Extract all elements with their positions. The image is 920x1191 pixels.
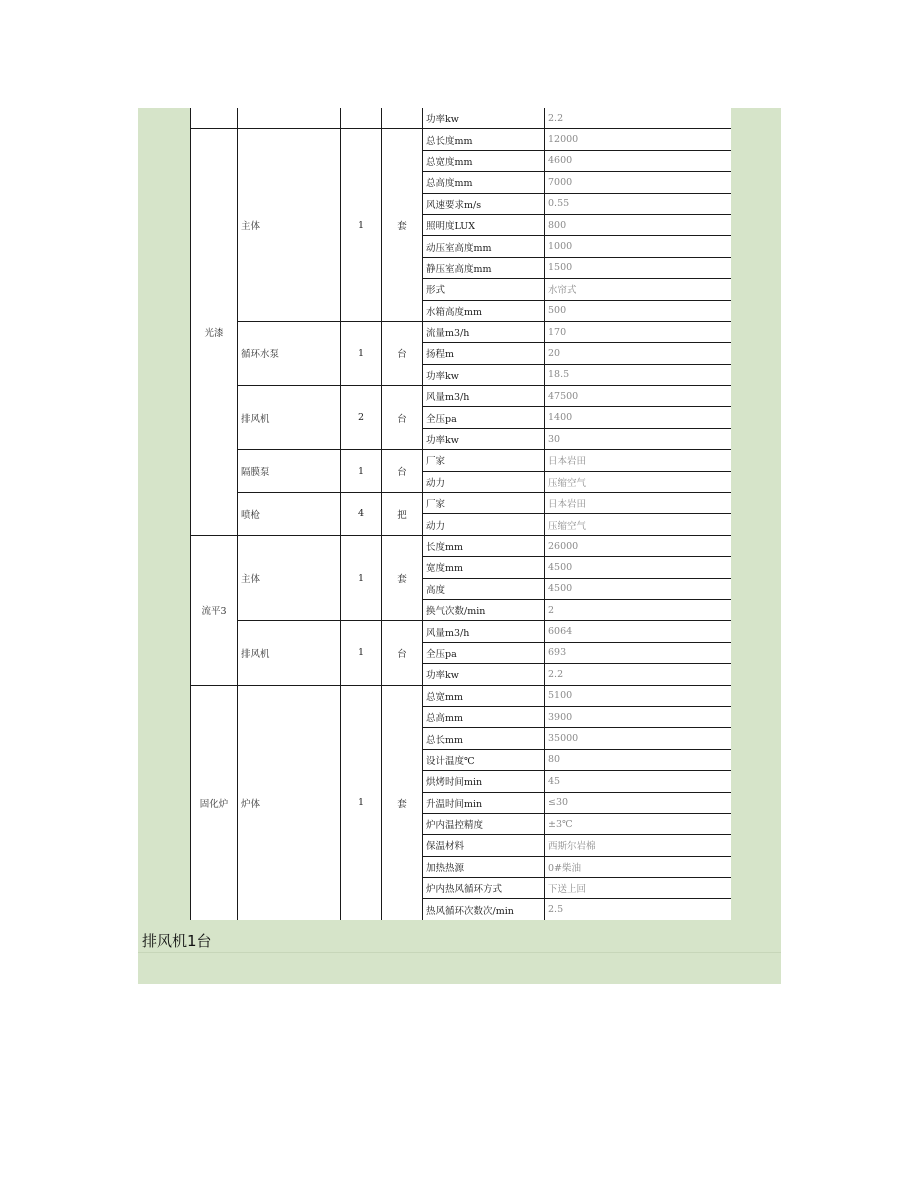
unit-cell: 台 — [382, 321, 423, 385]
param-name-cell: 总宽mm — [423, 685, 545, 706]
param-value-cell: 30 — [545, 428, 732, 449]
table-row — [191, 386, 732, 407]
param-value-cell: 800 — [545, 214, 732, 235]
divider — [138, 952, 781, 953]
quantity-cell: 1 — [341, 129, 382, 322]
param-value-cell: 20 — [545, 343, 732, 364]
subitem-name-cell: 炉体 — [238, 685, 341, 920]
subitem-name-cell: 主体 — [238, 129, 341, 322]
param-name-cell: 总长mm — [423, 728, 545, 749]
subitem-name-cell: 主体 — [238, 535, 341, 621]
param-name-cell: 静压室高度mm — [423, 257, 545, 278]
param-value-cell: 压缩空气 — [545, 471, 732, 492]
table-row — [191, 129, 732, 150]
param-name-cell: 照明度LUX — [423, 214, 545, 235]
unit-cell: 套 — [382, 129, 423, 322]
param-value-cell: 0#柴油 — [545, 856, 732, 877]
param-value-cell: 12000 — [545, 129, 732, 150]
quantity-cell: 1 — [341, 621, 382, 685]
param-name-cell: 厂家 — [423, 493, 545, 514]
param-value-cell: 2.2 — [545, 108, 732, 129]
param-value-cell: 0.55 — [545, 193, 732, 214]
param-name-cell: 炉内热风循环方式 — [423, 878, 545, 899]
spec-table-image — [190, 108, 731, 920]
category-cell — [191, 108, 238, 129]
param-value-cell: 1500 — [545, 257, 732, 278]
param-name-cell: 总高mm — [423, 706, 545, 727]
param-name-cell: 风量m3/h — [423, 386, 545, 407]
param-name-cell: 扬程m — [423, 343, 545, 364]
unit-cell: 台 — [382, 386, 423, 450]
param-name-cell: 烘烤时间min — [423, 771, 545, 792]
param-value-cell: 日本岩田 — [545, 450, 732, 471]
param-value-cell: 2 — [545, 599, 732, 620]
quantity-cell: 1 — [341, 450, 382, 493]
param-name-cell: 总长度mm — [423, 129, 545, 150]
param-name-cell: 全压pa — [423, 407, 545, 428]
param-name-cell: 功率kw — [423, 108, 545, 129]
table-row — [191, 685, 732, 706]
table-row — [191, 535, 732, 556]
param-value-cell: 80 — [545, 749, 732, 770]
param-value-cell: 4600 — [545, 150, 732, 171]
param-value-cell: 18.5 — [545, 364, 732, 385]
param-value-cell: 日本岩田 — [545, 493, 732, 514]
equipment-spec-table — [190, 108, 731, 920]
param-name-cell: 全压pa — [423, 642, 545, 663]
param-name-cell: 功率kw — [423, 364, 545, 385]
param-name-cell: 风量m3/h — [423, 621, 545, 642]
param-name-cell: 功率kw — [423, 428, 545, 449]
param-name-cell: 水箱高度mm — [423, 300, 545, 321]
param-name-cell: 升温时间min — [423, 792, 545, 813]
subitem-name-cell: 排风机 — [238, 621, 341, 685]
unit-cell — [382, 108, 423, 129]
param-value-cell: 5100 — [545, 685, 732, 706]
param-value-cell: ≤30 — [545, 792, 732, 813]
param-name-cell: 总高度mm — [423, 172, 545, 193]
table-row — [191, 450, 732, 471]
subitem-name-cell: 隔膜泵 — [238, 450, 341, 493]
param-value-cell: 7000 — [545, 172, 732, 193]
category-cell: 光漆 — [191, 129, 238, 535]
quantity-cell — [341, 108, 382, 129]
param-value-cell: 35000 — [545, 728, 732, 749]
unit-cell: 台 — [382, 621, 423, 685]
param-value-cell: ±3℃ — [545, 813, 732, 834]
param-name-cell: 加热热源 — [423, 856, 545, 877]
param-value-cell: 45 — [545, 771, 732, 792]
category-cell: 固化炉 — [191, 685, 238, 920]
param-value-cell: 下送上回 — [545, 878, 732, 899]
param-value-cell: 2.5 — [545, 899, 732, 920]
param-value-cell: 500 — [545, 300, 732, 321]
param-name-cell: 形式 — [423, 279, 545, 300]
param-value-cell: 693 — [545, 642, 732, 663]
param-name-cell: 厂家 — [423, 450, 545, 471]
param-name-cell: 动力 — [423, 471, 545, 492]
category-cell: 流平3 — [191, 535, 238, 685]
param-value-cell: 1000 — [545, 236, 732, 257]
param-name-cell: 动力 — [423, 514, 545, 535]
param-value-cell: 26000 — [545, 535, 732, 556]
param-value-cell: 3900 — [545, 706, 732, 727]
param-name-cell: 功率kw — [423, 664, 545, 685]
quantity-cell: 2 — [341, 386, 382, 450]
param-value-cell: 2.2 — [545, 664, 732, 685]
table-row — [191, 621, 732, 642]
param-value-cell: 4500 — [545, 557, 732, 578]
quantity-cell: 1 — [341, 535, 382, 621]
param-value-cell: 47500 — [545, 386, 732, 407]
unit-cell: 把 — [382, 493, 423, 536]
unit-cell: 套 — [382, 685, 423, 920]
quantity-cell: 1 — [341, 321, 382, 385]
subitem-name-cell: 循环水泵 — [238, 321, 341, 385]
param-name-cell: 热风循环次数次/min — [423, 899, 545, 920]
unit-cell: 台 — [382, 450, 423, 493]
param-name-cell: 长度mm — [423, 535, 545, 556]
param-value-cell: 4500 — [545, 578, 732, 599]
param-value-cell: 压缩空气 — [545, 514, 732, 535]
param-name-cell: 保温材料 — [423, 835, 545, 856]
param-value-cell: 170 — [545, 321, 732, 342]
subitem-name-cell: 排风机 — [238, 386, 341, 450]
section-caption: 排风机1台 — [142, 932, 212, 950]
quantity-cell: 4 — [341, 493, 382, 536]
param-name-cell: 风速要求m/s — [423, 193, 545, 214]
param-value-cell: 1400 — [545, 407, 732, 428]
table-row — [191, 321, 732, 342]
param-value-cell: 水帘式 — [545, 279, 732, 300]
param-value-cell: 6064 — [545, 621, 732, 642]
param-name-cell: 设计温度℃ — [423, 749, 545, 770]
param-name-cell: 动压室高度mm — [423, 236, 545, 257]
param-value-cell: 西斯尔岩棉 — [545, 835, 732, 856]
param-name-cell: 炉内温控精度 — [423, 813, 545, 834]
param-name-cell: 总宽度mm — [423, 150, 545, 171]
param-name-cell: 宽度mm — [423, 557, 545, 578]
subitem-name-cell — [238, 108, 341, 129]
param-name-cell: 换气次数/min — [423, 599, 545, 620]
param-name-cell: 流量m3/h — [423, 321, 545, 342]
quantity-cell: 1 — [341, 685, 382, 920]
subitem-name-cell: 喷枪 — [238, 493, 341, 536]
table-row — [191, 108, 732, 129]
unit-cell: 套 — [382, 535, 423, 621]
param-name-cell: 高度 — [423, 578, 545, 599]
table-row — [191, 493, 732, 514]
